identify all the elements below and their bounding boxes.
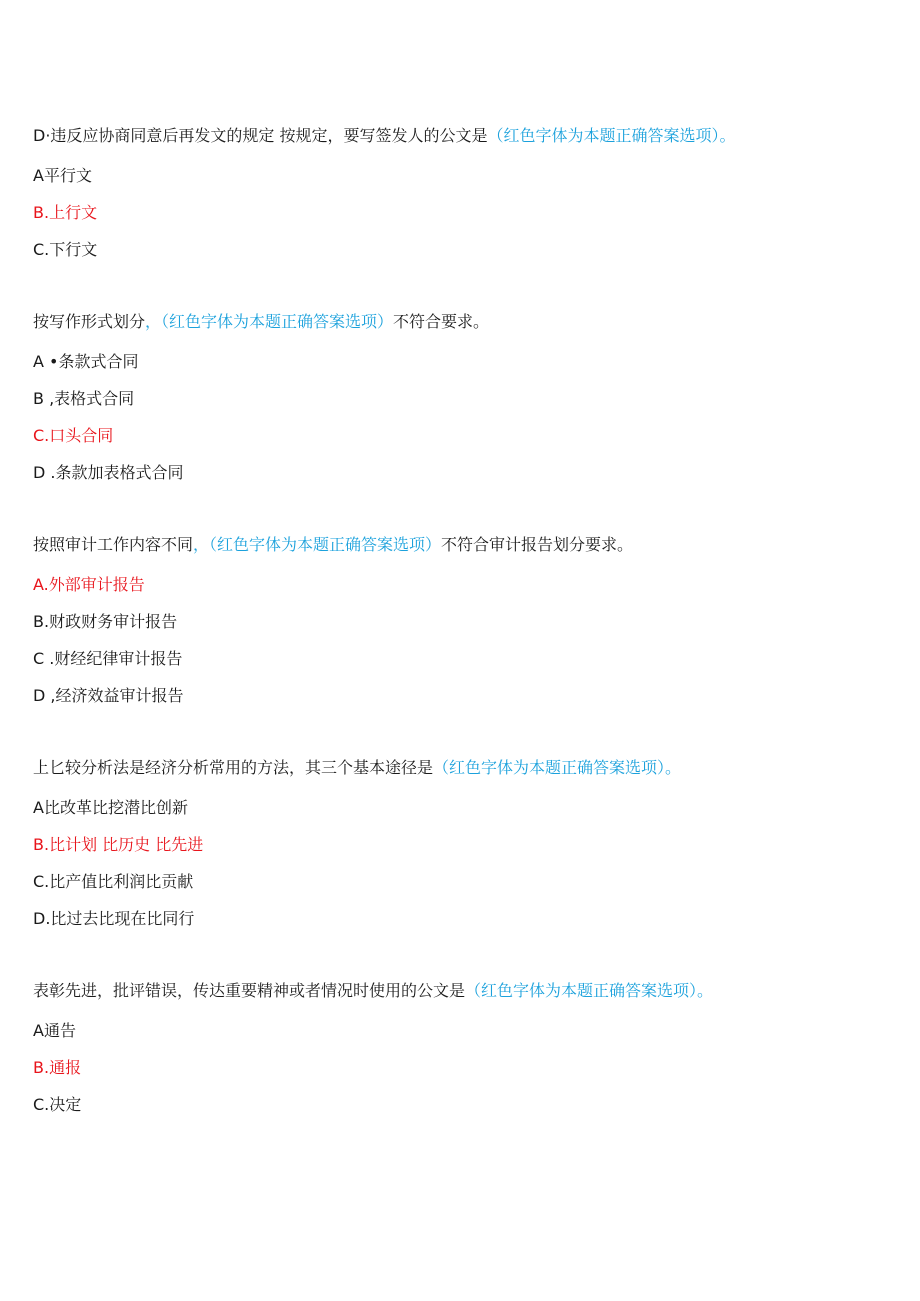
question-3-hint: ，（红色字体为本题正确答案选项） (193, 535, 442, 554)
question-1-text: D·违反应协商同意后再发文的规定 按规定，要写签发人的公文是 (33, 126, 488, 145)
question-4-text: 上匕较分析法是经济分析常用的方法，其三个基本途径是 (33, 758, 434, 777)
question-1-option-b-correct: B.上行文 (33, 203, 98, 222)
question-1-option-c: C.下行文 (33, 240, 98, 259)
question-1-option-a: A平行文 (33, 166, 92, 185)
question-2-text: 按写作形式划分 (33, 312, 146, 331)
question-5-option-c: C.决定 (33, 1095, 82, 1114)
question-4-option-c: C.比产值比利润比贡献 (33, 872, 194, 891)
question-4-tail: 。 (665, 758, 682, 777)
question-5-tail: 。 (697, 981, 714, 1000)
question-2-tail: 不符合要求。 (393, 312, 490, 331)
question-5-text: 表彰先进，批评错误，传达重要精神或者情况时使用的公文是 (33, 981, 466, 1000)
question-1-stem (33, 125, 736, 147)
question-2-stem (33, 311, 489, 333)
question-5-hint: （红色字体为本题正确答案选项） (465, 981, 698, 1000)
question-5-option-b-correct: B.通报 (33, 1058, 82, 1077)
question-2-hint: ，（红色字体为本题正确答案选项） (145, 312, 394, 331)
question-2-option-c-correct: C.口头合同 (33, 426, 114, 445)
question-3-option-a-correct: A.外部审计报告 (33, 575, 145, 594)
question-2-option-a: A •条款式合同 (33, 352, 139, 371)
question-4-option-d: D.比过去比现在比同行 (33, 909, 195, 928)
question-1-hint: （红色字体为本题正确答案选项） (487, 126, 720, 145)
question-3-text: 按照审计工作内容不同 (33, 535, 194, 554)
question-2-option-d: D .条款加表格式合同 (33, 463, 184, 482)
question-5-option-a: A通告 (33, 1021, 76, 1040)
question-4-hint: （红色字体为本题正确答案选项） (433, 758, 666, 777)
question-1-tail: 。 (719, 126, 736, 145)
question-2-option-b: B ,表格式合同 (33, 389, 135, 408)
question-4-stem (33, 757, 681, 779)
question-3-option-c: C .财经纪律审计报告 (33, 649, 183, 668)
question-3-tail: 不符合审计报告划分要求。 (441, 535, 634, 554)
question-5-stem (33, 980, 713, 1002)
question-3-option-d: D ,经济效益审计报告 (33, 686, 184, 705)
question-4-option-a: A比改革比挖潜比创新 (33, 798, 188, 817)
question-3-stem (33, 534, 633, 556)
question-3-option-b: B.财政财务审计报告 (33, 612, 178, 631)
question-4-option-b-correct: B.比计划 比历史 比先进 (33, 835, 204, 854)
